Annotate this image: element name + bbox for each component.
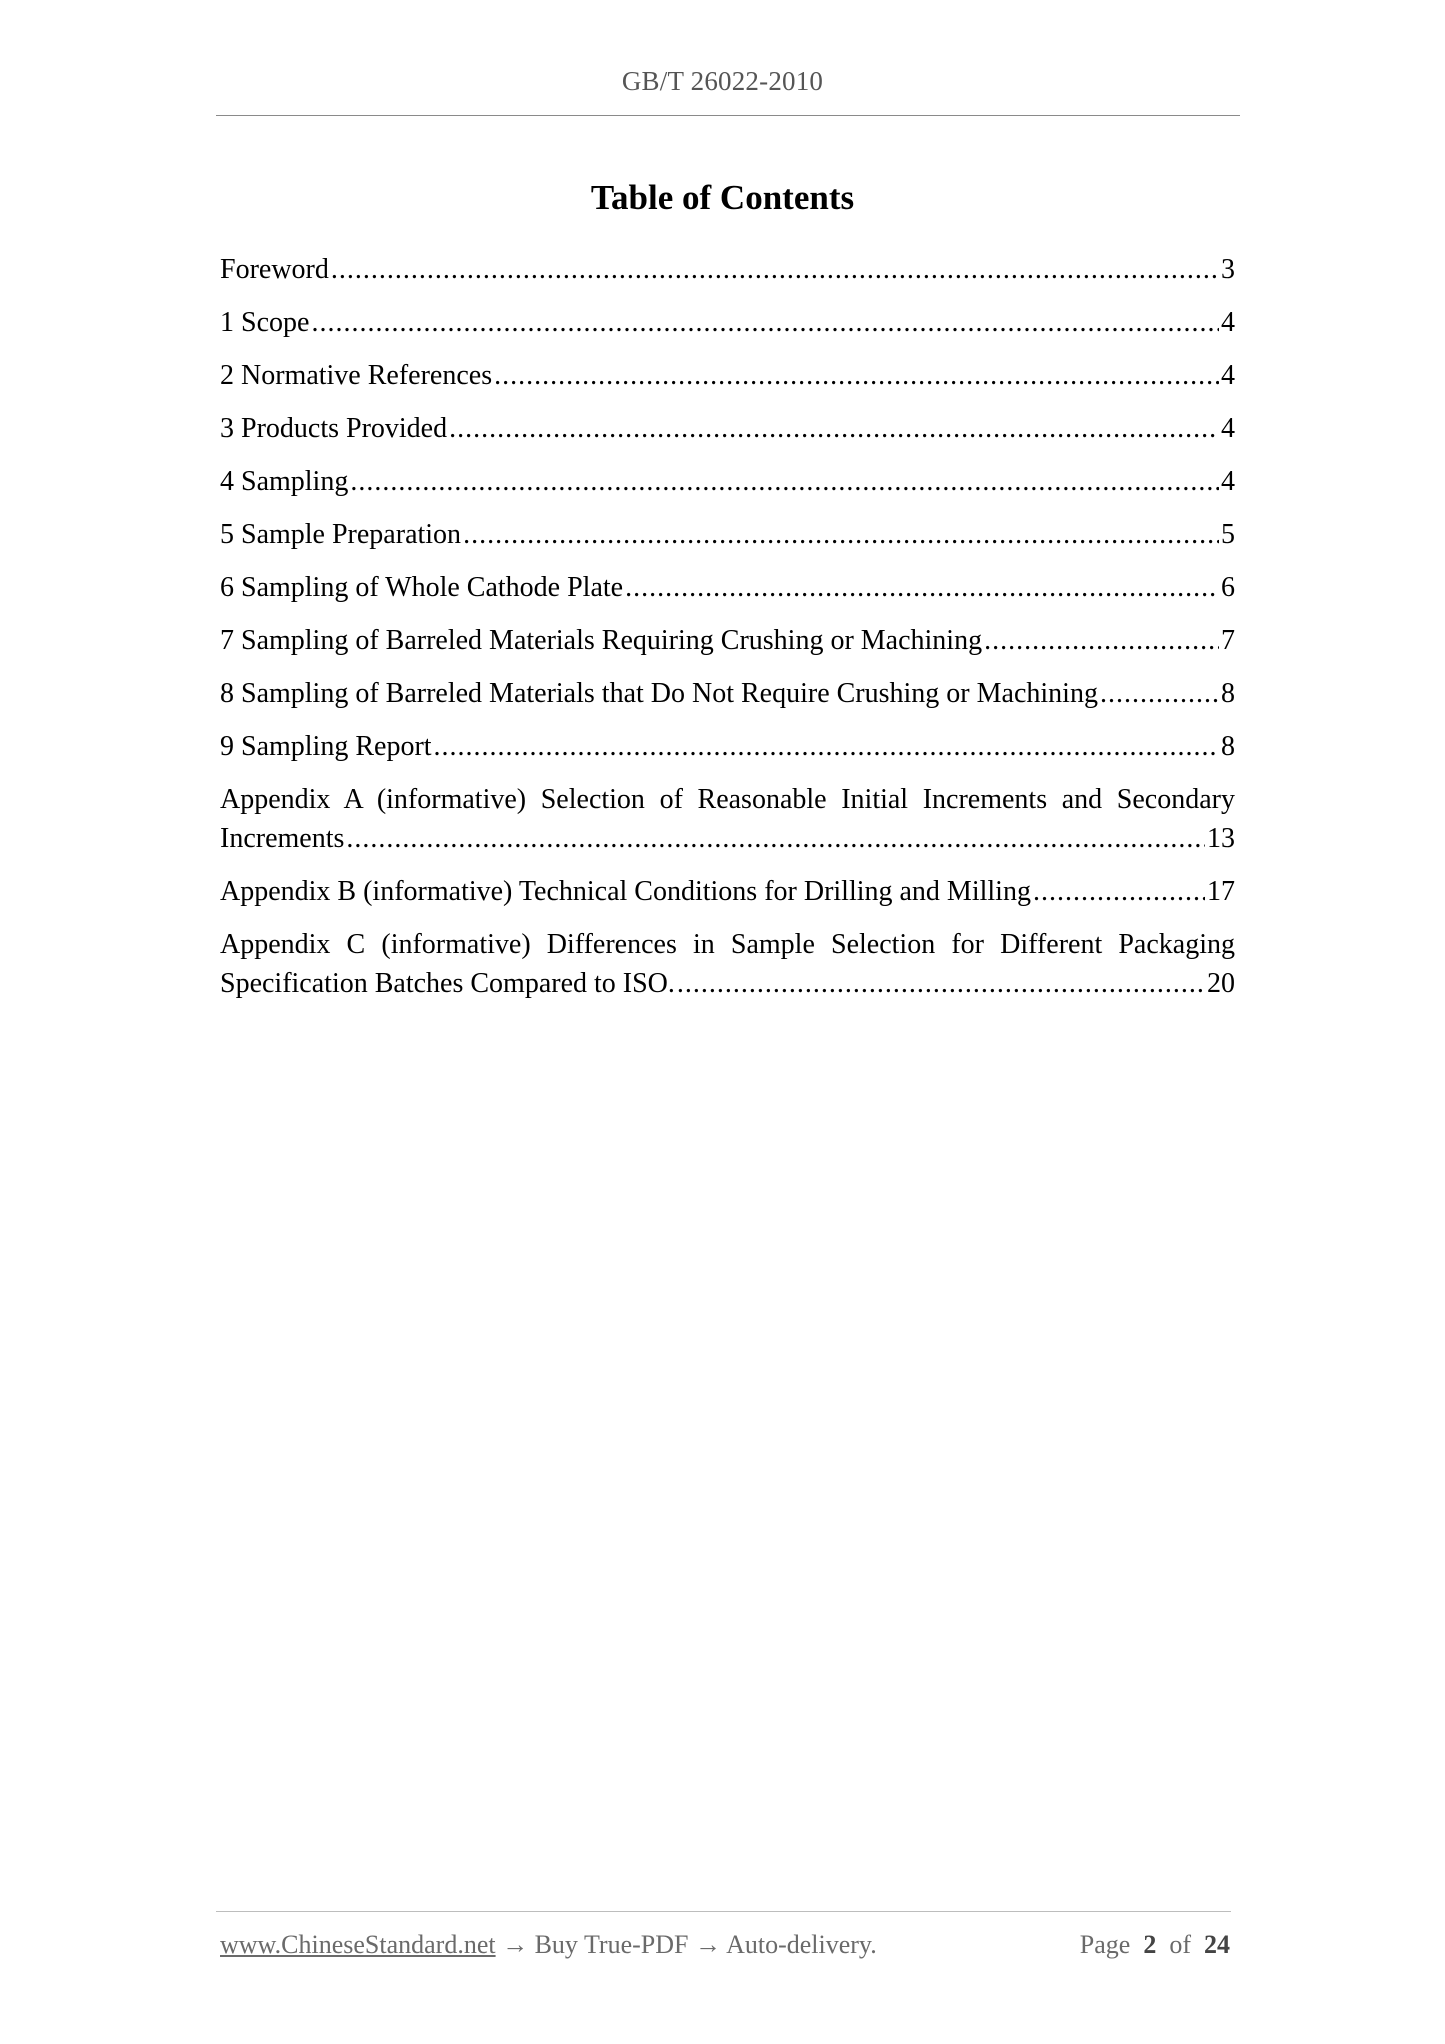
toc-entry-text-line2: Increments <box>220 823 345 854</box>
toc-entry-text-line1: Appendix C (informative) Differences in Sample Selection for Different Packaging <box>220 929 1235 960</box>
toc-entry-barreled-crushing[interactable] <box>220 621 1235 660</box>
page-label: Page <box>1079 1930 1131 1959</box>
toc-leader-dots <box>984 621 1219 660</box>
toc-leader-dots <box>494 356 1219 395</box>
toc-entry-products-provided[interactable] <box>220 409 1235 448</box>
table-of-contents <box>220 250 1235 1017</box>
toc-entry-text: 5 Sample Preparation <box>220 519 462 550</box>
footer <box>220 1930 1230 1960</box>
toc-entry-text-line1: Appendix A (informative) Selection of Reasonable Initial Increments and Secondary <box>220 784 1235 815</box>
toc-entry-page: 3 <box>1221 254 1235 285</box>
toc-entry-sample-preparation[interactable] <box>220 515 1235 554</box>
toc-leader-dots <box>463 515 1219 554</box>
toc-entry-whole-cathode-plate[interactable] <box>220 568 1235 607</box>
toc-entry-normative-references[interactable] <box>220 356 1235 395</box>
toc-entry-text: 9 Sampling Report <box>220 731 432 762</box>
toc-entry-foreword[interactable] <box>220 250 1235 289</box>
toc-entry-text: 4 Sampling <box>220 466 349 497</box>
toc-entry-page: 5 <box>1221 519 1235 550</box>
toc-entry-text: 1 Scope <box>220 307 310 338</box>
toc-entry-text: 3 Products Provided <box>220 413 448 444</box>
header-standard-code: GB/T 26022-2010 <box>621 66 824 96</box>
toc-entry-page: 7 <box>1221 625 1235 656</box>
footer-divider <box>216 1911 1231 1912</box>
toc-leader-dots <box>625 568 1219 607</box>
toc-entry-text: 2 Normative References <box>220 360 493 391</box>
toc-entry-page: 4 <box>1221 413 1235 444</box>
page-of-label: of <box>1169 1930 1191 1959</box>
toc-title: Table of Contents <box>590 178 855 217</box>
website-link[interactable]: www.ChineseStandard.net <box>220 1930 496 1959</box>
toc-entry-appendix-c[interactable] <box>220 925 1235 1003</box>
toc-leader-dots <box>331 250 1219 289</box>
toc-entry-sampling-report[interactable] <box>220 727 1235 766</box>
toc-entry-appendix-a[interactable] <box>220 780 1235 858</box>
toc-entry-page: 8 <box>1221 731 1235 762</box>
toc-entry-page: 8 <box>1221 678 1235 709</box>
toc-leader-dots <box>350 462 1219 501</box>
toc-entry-page: 17 <box>1207 876 1235 907</box>
toc-entry-page: 4 <box>1221 307 1235 338</box>
toc-entry-page: 13 <box>1207 823 1235 854</box>
toc-leader-dots <box>677 964 1205 1003</box>
page-total: 24 <box>1204 1930 1230 1959</box>
toc-entry-barreled-no-crushing[interactable] <box>220 674 1235 713</box>
arrow-right-icon: → <box>502 1930 529 1959</box>
header-divider <box>216 115 1240 116</box>
page-indicator <box>1080 1930 1230 1960</box>
toc-entry-text-line2: Specification Batches Compared to ISO. <box>220 968 675 999</box>
arrow-right-icon: → <box>695 1930 721 1959</box>
toc-leader-dots <box>1033 872 1205 911</box>
toc-entry-page: 4 <box>1221 466 1235 497</box>
toc-entry-page: 4 <box>1221 360 1235 391</box>
toc-entry-scope[interactable] <box>220 303 1235 342</box>
toc-entry-page: 6 <box>1221 572 1235 603</box>
toc-entry-sampling[interactable] <box>220 462 1235 501</box>
toc-entry-text: 6 Sampling of Whole Cathode Plate <box>220 572 624 603</box>
buy-true-pdf-text: Buy True-PDF <box>534 1930 689 1959</box>
page-current: 2 <box>1143 1930 1157 1959</box>
toc-entry-appendix-b[interactable] <box>220 872 1235 911</box>
toc-entry-text: Foreword <box>220 254 329 285</box>
toc-leader-dots <box>434 727 1219 766</box>
auto-delivery-text: Auto-delivery. <box>726 1930 877 1959</box>
toc-leader-dots <box>449 409 1219 448</box>
toc-entry-page: 20 <box>1207 968 1235 999</box>
toc-leader-dots <box>311 303 1219 342</box>
toc-leader-dots <box>1100 674 1219 713</box>
toc-entry-text: 7 Sampling of Barreled Materials Requiring Crushing or Machining <box>220 625 983 656</box>
footer-promo <box>220 1930 877 1960</box>
toc-entry-text: 8 Sampling of Barreled Materials that Do Not Require Crushing or Machining <box>220 678 1098 709</box>
toc-leader-dots <box>346 819 1205 858</box>
toc-entry-text: Appendix B (informative) Technical Conditions for Drilling and Milling <box>220 876 1031 907</box>
